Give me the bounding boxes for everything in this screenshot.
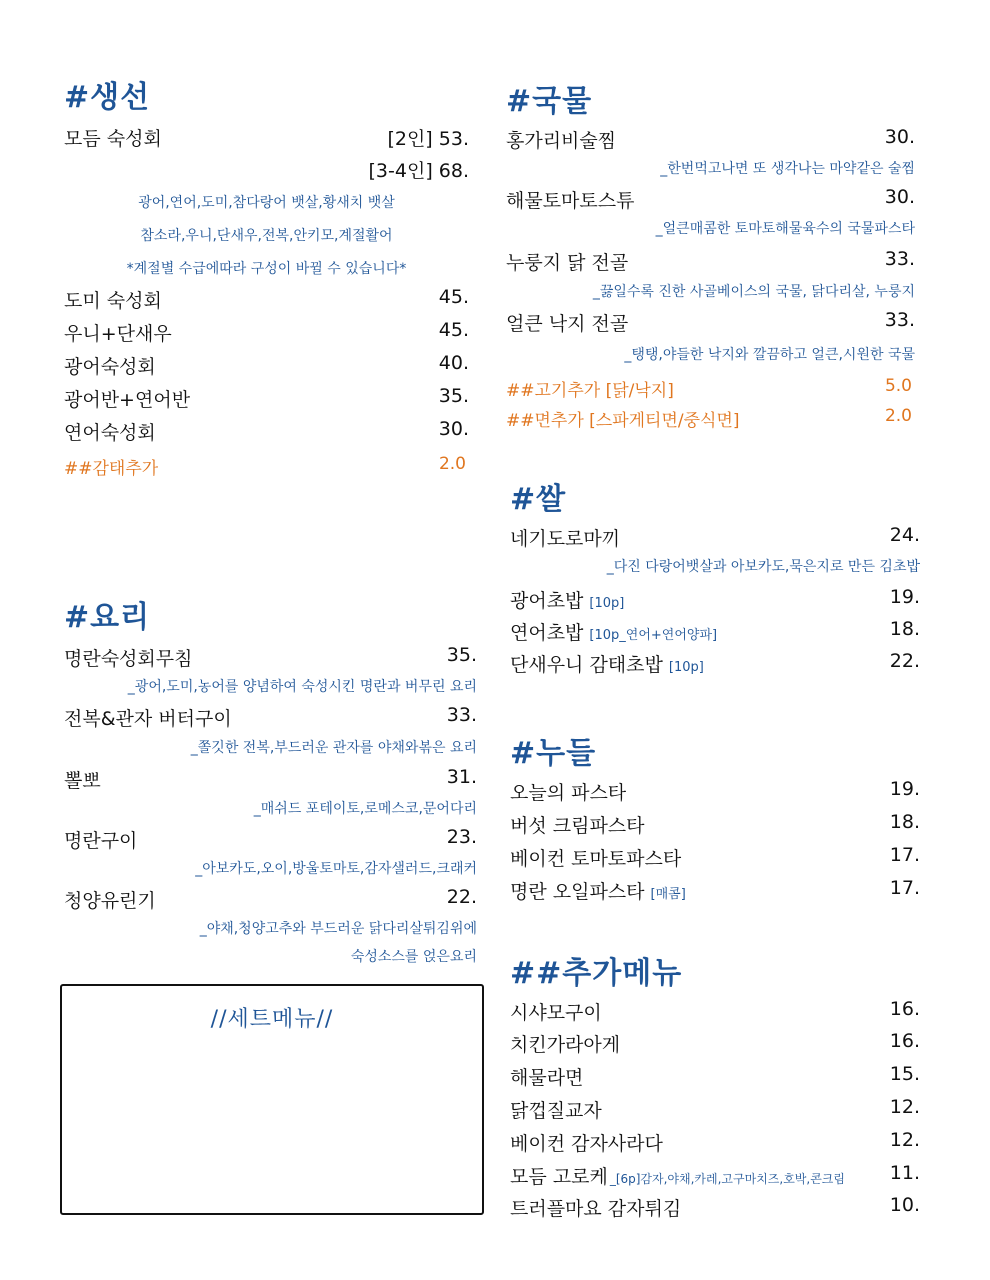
menu-item (510, 586, 920, 616)
item-name: 해물토마토스튜 (506, 190, 635, 212)
item-price: 12. (889, 1129, 920, 1151)
item-price: 19. (889, 586, 920, 608)
menu-extra-noodle (506, 406, 912, 436)
item-price: 33. (446, 704, 477, 726)
menu-item (510, 877, 920, 907)
item-name: ##고기추가 [닭/낙지] (506, 381, 674, 401)
item-price: 40. (438, 352, 469, 374)
item-price: 31. (446, 766, 477, 788)
item-name: 누룽지 닭 전골 (506, 252, 629, 274)
menu-item (64, 286, 469, 316)
set-menu-box (60, 984, 484, 1215)
item-name: 치킨가라아게 (510, 1034, 621, 1056)
item-name: 명란숙성회무침 (64, 648, 193, 670)
item-desc: 광어,연어,도미,참다랑어 뱃살,황새치 뱃살 (138, 195, 395, 211)
item-name: 모듬 고로케 (510, 1166, 608, 1188)
item-note: [10p_연어+연어양파] (589, 628, 718, 643)
item-desc: _다진 다랑어뱃살과 아보카도,묵은지로 만든 김초밥 (606, 559, 920, 575)
item-price: 33. (884, 248, 915, 270)
section-title-noodle: #누들 (510, 736, 597, 771)
menu-item (64, 886, 477, 916)
set-menu-title: //세트메뉴// (210, 1007, 334, 1032)
item-price: 22. (446, 886, 477, 908)
item-name: ##감태추가 (64, 459, 159, 479)
item-name: 뽈뽀 (64, 770, 101, 792)
menu-item-moodeum-large (64, 156, 469, 186)
menu-item (506, 186, 915, 216)
menu-item (64, 385, 469, 415)
menu-item (510, 811, 920, 841)
menu-item (64, 644, 477, 674)
item-name: ##면추가 [스파게티면/중식면] (506, 411, 740, 431)
item-desc: _야채,청양고추와 부드러운 닭다리살튀김위에 (199, 921, 477, 937)
item-name: 전복&관자 버터구이 (64, 708, 232, 730)
menu-extra-meat (506, 376, 912, 406)
item-price: 17. (889, 877, 920, 899)
item-note: [10p] (668, 660, 704, 675)
item-name: 닭껍질교자 (510, 1100, 602, 1122)
option-label: [2인] (387, 128, 433, 150)
section-title-fish: #생선 (64, 80, 151, 115)
item-name: 시샤모구이 (510, 1002, 602, 1024)
menu-item-moodeum (64, 124, 469, 154)
item-desc-notice: *계절별 수급에따라 구성이 바뀔 수 있습니다* (126, 261, 407, 277)
item-price: 12. (889, 1096, 920, 1118)
item-price: 16. (889, 998, 920, 1020)
item-name: 모듬 숙성회 (64, 128, 162, 150)
item-price: 53. (438, 128, 469, 150)
item-name: 베이컨 감자사라다 (510, 1133, 663, 1155)
item-desc: _탱탱,야들한 낙지와 깔끔하고 얼큰,시원한 국물 (624, 347, 915, 363)
option-label: [3-4인] (368, 160, 433, 182)
item-price: 10. (889, 1194, 920, 1216)
menu-item (510, 844, 920, 874)
menu-item (64, 418, 469, 448)
item-name: 광어반+연어반 (64, 389, 191, 411)
menu-item (510, 650, 920, 680)
item-price: 19. (889, 778, 920, 800)
item-name: 명란구이 (64, 830, 138, 852)
item-name: 광어초밥 (510, 590, 584, 612)
item-price: 16. (889, 1030, 920, 1052)
item-price: 17. (889, 844, 920, 866)
item-desc: 숙성소스를 얹은요리 (350, 949, 477, 965)
item-name: 트러플마요 감자튀김 (510, 1198, 682, 1220)
menu-item (64, 826, 477, 856)
menu-item (64, 352, 469, 382)
item-name: 버섯 크림파스타 (510, 815, 645, 837)
item-name: 해물라면 (510, 1067, 584, 1089)
section-title-dishes: #요리 (64, 600, 151, 635)
item-price: 30. (884, 186, 915, 208)
item-price: 18. (889, 811, 920, 833)
item-desc: _아보카도,오이,방울토마토,감자샐러드,크래커 (195, 861, 477, 877)
item-price: 68. (438, 160, 469, 182)
menu-item (64, 704, 477, 734)
section-title-soup: #국물 (506, 84, 593, 119)
section-title-rice: #쌀 (510, 482, 567, 517)
section-title-extra-menu: ##추가메뉴 (510, 956, 683, 991)
menu-extra-gamtae (64, 454, 466, 484)
menu-item (510, 1162, 920, 1192)
item-price: 24. (889, 524, 920, 546)
item-name: 우니+단새우 (64, 323, 172, 345)
item-desc: _얼큰매콤한 토마토해물육수의 국물파스타 (655, 221, 915, 237)
item-desc: 참소라,우니,단새우,전복,안키모,계절활어 (140, 228, 393, 244)
item-price: 5.0 (884, 376, 912, 396)
item-desc: _한번먹고나면 또 생각나는 마약같은 술찜 (660, 161, 915, 177)
item-price: 35. (446, 644, 477, 666)
item-note: [매콤] (650, 887, 686, 902)
menu-item (510, 1030, 920, 1060)
menu-item (510, 778, 920, 808)
menu-item (506, 309, 915, 339)
menu-item (506, 248, 915, 278)
menu-item (506, 126, 915, 156)
menu-item (510, 618, 920, 648)
item-name: 광어숙성회 (64, 356, 156, 378)
menu-item (510, 1063, 920, 1093)
item-name: 연어숙성회 (64, 422, 156, 444)
item-name: 오늘의 파스타 (510, 782, 627, 804)
item-price: 18. (889, 618, 920, 640)
item-price: 11. (889, 1162, 920, 1184)
menu-item (64, 766, 477, 796)
item-desc: _광어,도미,농어를 양념하여 숙성시킨 명란과 버무린 요리 (127, 679, 477, 695)
item-note: _[6p]감자,야채,카레,고구마치즈,호박,콘크림 (609, 1172, 845, 1186)
item-price: 2.0 (884, 406, 912, 426)
item-price: 30. (438, 418, 469, 440)
menu-item (510, 998, 920, 1028)
item-name: 베이컨 토마토파스타 (510, 848, 682, 870)
item-name: 도미 숙성회 (64, 290, 162, 312)
item-name: 네기도로마끼 (510, 528, 621, 550)
item-desc: _끓일수록 진한 사골베이스의 국물, 닭다리살, 누룽지 (592, 284, 915, 300)
item-name: 청양유린기 (64, 890, 156, 912)
item-price: 23. (446, 826, 477, 848)
item-price: 15. (889, 1063, 920, 1085)
item-price: 30. (884, 126, 915, 148)
menu-item (510, 1129, 920, 1159)
menu-item (510, 524, 920, 554)
item-name: 명란 오일파스타 (510, 881, 645, 903)
item-name: 홍가리비술찜 (506, 130, 617, 152)
item-price: 33. (884, 309, 915, 331)
menu-item (64, 319, 469, 349)
item-name: 연어초밥 (510, 622, 584, 644)
item-desc: _매쉬드 포테이토,로메스코,문어다리 (253, 801, 477, 817)
item-price: 22. (889, 650, 920, 672)
item-note: [10p] (589, 596, 625, 611)
item-price: 45. (438, 286, 469, 308)
item-price: 45. (438, 319, 469, 341)
item-name: 단새우니 감태초밥 (510, 654, 663, 676)
item-price: 2.0 (438, 454, 466, 474)
menu-item (510, 1096, 920, 1126)
item-name: 얼큰 낙지 전골 (506, 313, 629, 335)
menu-item (510, 1194, 920, 1224)
item-desc: _쫄깃한 전복,부드러운 관자를 야채와볶은 요리 (190, 740, 477, 756)
item-price: 35. (438, 385, 469, 407)
